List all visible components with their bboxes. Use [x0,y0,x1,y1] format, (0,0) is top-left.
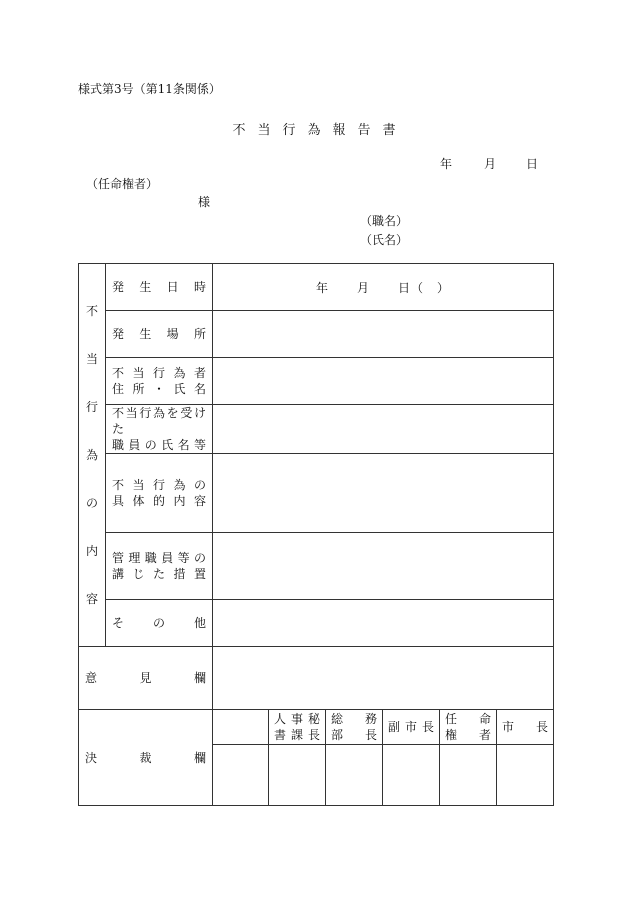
approval-label: 決 裁 欄 [79,710,213,806]
details-label: 不 当 行 為 の 具 体 的 内 容 [106,454,213,533]
approver-general-affairs-head: 総 務 部 長 [326,710,383,745]
other-label: そ の 他 [106,600,213,647]
approver-appointer: 任 命 権 者 [440,710,497,745]
section-char: 不 [85,304,98,318]
date-day-unit: 日 [526,157,539,171]
approver-mayor: 市 長 [497,710,554,745]
seal-box-mayor[interactable] [497,745,554,806]
approval-blank-head [213,710,269,745]
post-label: （職名） [360,214,409,228]
section-char: 為 [85,448,98,462]
report-date [440,155,538,172]
occurrence-datetime-field[interactable] [213,264,554,311]
occ-month-unit: 月 [357,280,371,295]
section-char: 内 [85,544,98,558]
details-field[interactable] [213,454,554,533]
date-year-unit: 年 [440,157,453,171]
occurrence-place-field[interactable] [213,311,554,358]
section-char: 行 [85,400,98,414]
appointer-label: （任命権者） [86,177,159,191]
victim-label: 不当行為を受けた 職 員 の 氏 名 等 [106,405,213,454]
offender-label: 不 当 行 為 者 住 所 ・ 氏 名 [106,358,213,405]
seal-box-appointer[interactable] [440,745,497,806]
section-char: 容 [85,592,98,606]
opinion-field[interactable] [213,647,554,710]
approval-blank-seal[interactable] [213,745,269,806]
opinion-label: 意 見 欄 [79,647,213,710]
section-char: の [85,496,98,510]
section-char: 当 [85,352,98,366]
page-title: 不当行為報告書 [232,123,408,138]
date-month-unit: 月 [484,157,497,171]
occurrence-datetime-label: 発 生 日 時 [106,264,213,311]
report-table [78,263,554,806]
occ-year-unit: 年 [316,280,330,295]
victim-field[interactable] [213,405,554,454]
other-field[interactable] [213,600,554,647]
measures-label: 管 理 職 員 等 の 講 じ た 措 置 [106,533,213,600]
measures-field[interactable] [213,533,554,600]
occurrence-place-label: 発 生 場 所 [106,311,213,358]
name-label: （氏名） [360,233,409,247]
approver-hr-secretary-head: 人事秘 書課長 [269,710,326,745]
form-number: 様式第3号（第11条関係） [78,82,221,96]
seal-box-hr-secretary[interactable] [269,745,326,806]
occ-day-unit: 日（ ） [398,280,451,295]
seal-box-general-affairs[interactable] [326,745,383,806]
seal-box-deputy-mayor[interactable] [383,745,440,806]
approver-deputy-mayor: 副市長 [383,710,440,745]
honorific-sama: 様 [198,195,211,209]
offender-field[interactable] [213,358,554,405]
section-label-vertical [79,264,106,647]
